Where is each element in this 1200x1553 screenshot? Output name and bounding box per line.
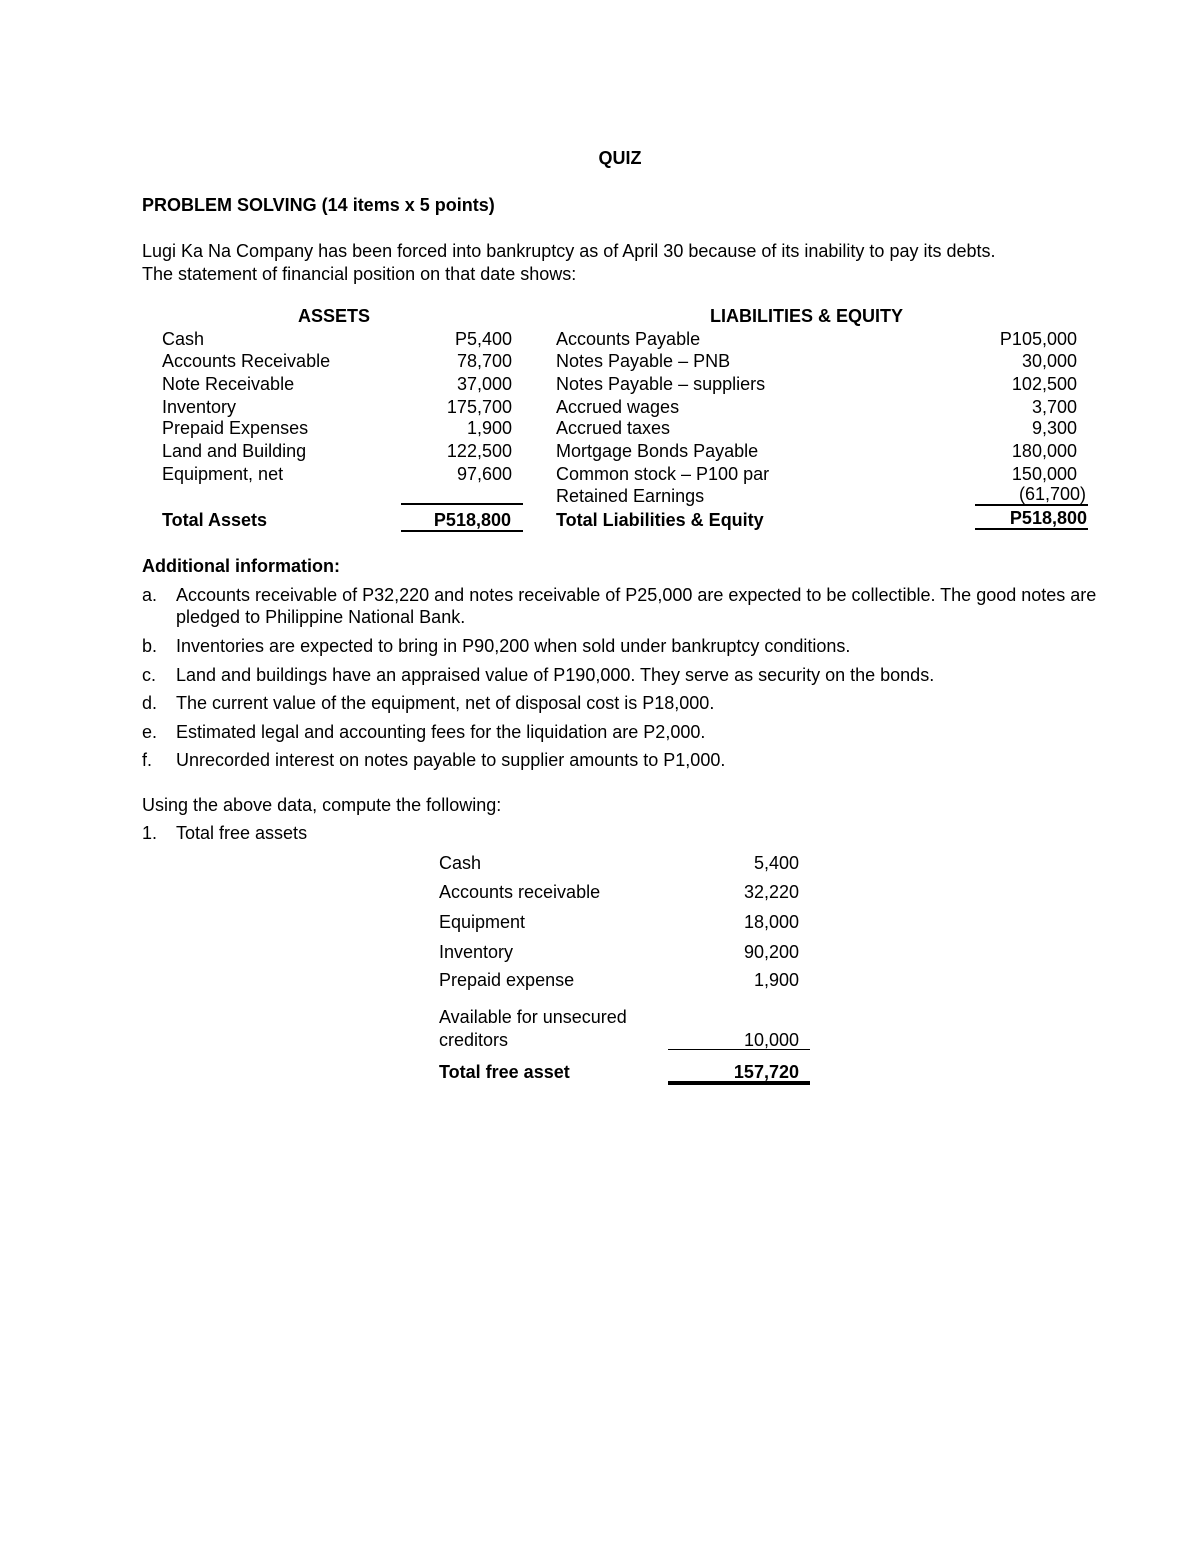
additional-item-letter: d. (142, 693, 158, 713)
liability-label: Accounts Payable (556, 329, 701, 349)
computation-label: Inventory (439, 942, 514, 962)
liability-label: Notes Payable – PNB (556, 351, 731, 371)
asset-label: Cash (162, 329, 205, 349)
page-title: QUIZ (598, 148, 642, 168)
available-label-line2: creditors (439, 1030, 509, 1050)
liability-value: 9,300 (1031, 418, 1077, 438)
subtotal-rule (668, 1049, 810, 1050)
assets-subtotal-rule (401, 503, 523, 505)
retained-earnings-amount: (61,700) (1018, 484, 1086, 504)
additional-item (142, 692, 1102, 714)
additional-item (142, 584, 1102, 630)
additional-item (142, 664, 1102, 686)
additional-item-text: Accounts receivable of P32,220 and notes receivable of P25,000 are expected to be collectible. The good notes are pledged to Philippine National Bank. (176, 585, 1097, 627)
liability-value: 150,000 (1011, 464, 1077, 484)
question-text: Total free assets (176, 823, 308, 843)
additional-item-text: Inventories are expected to bring in P90,200 when sold under bankruptcy conditions. (176, 636, 851, 656)
computation-value: 90,200 (743, 942, 799, 962)
computation-label: Equipment (439, 912, 526, 932)
liability-label: Retained Earnings (556, 486, 705, 506)
asset-label: Note Receivable (162, 374, 295, 394)
intro-line-1: Lugi Ka Na Company has been forced into bankruptcy as of April 30 because of its inability to pay its debts. (142, 241, 996, 261)
compute-intro: Using the above data, compute the following: (142, 795, 502, 815)
total-assets-amount: P518,800 (401, 511, 523, 532)
additional-heading: Additional information: (142, 556, 340, 576)
computation-label: Cash (439, 853, 482, 873)
additional-item-letter: e. (142, 722, 158, 742)
liability-label: Accrued taxes (556, 418, 671, 438)
additional-item-text: Unrecorded interest on notes payable to supplier amounts to P1,000. (176, 750, 726, 770)
computation-value: 1,900 (753, 970, 799, 990)
total-liabilities-amount: P518,800 (1009, 508, 1087, 528)
intro-line-2: The statement of financial position on that date shows: (142, 264, 577, 284)
asset-value: 37,000 (456, 374, 512, 394)
liabilities-heading: LIABILITIES & EQUITY (710, 306, 904, 326)
liability-value: 102,500 (1011, 374, 1077, 394)
total-free-asset-label: Total free asset (439, 1062, 570, 1082)
additional-item (142, 721, 1102, 743)
asset-value: P5,400 (454, 329, 512, 349)
liability-label: Notes Payable – suppliers (556, 374, 766, 394)
total-assets-value (401, 509, 523, 532)
question-number: 1. (142, 823, 158, 843)
liability-value: 30,000 (1021, 351, 1077, 371)
liability-value: P105,000 (999, 329, 1077, 349)
total-liabilities-value (975, 509, 1088, 530)
asset-value: 97,600 (456, 464, 512, 484)
additional-item-text: Land and buildings have an appraised value of P190,000. They serve as security on the bonds. (176, 665, 935, 685)
additional-item-text: Estimated legal and accounting fees for the liquidation are P2,000. (176, 722, 706, 742)
computation-value: 18,000 (743, 912, 799, 932)
computation-value: 5,400 (753, 853, 799, 873)
total-free-asset-value: 157,720 (733, 1062, 799, 1082)
assets-heading: ASSETS (298, 306, 371, 326)
liability-value (975, 485, 1088, 506)
asset-label: Land and Building (162, 441, 307, 461)
liability-label: Accrued wages (556, 397, 680, 417)
additional-item (142, 635, 1102, 657)
additional-item (142, 749, 1102, 771)
available-value: 10,000 (743, 1030, 799, 1050)
asset-label: Inventory (162, 397, 237, 417)
total-assets-label: Total Assets (162, 510, 268, 530)
total-liabilities-label: Total Liabilities & Equity (556, 510, 764, 530)
asset-label: Prepaid Expenses (162, 418, 309, 438)
additional-item-letter: c. (142, 665, 157, 685)
asset-label: Equipment, net (162, 464, 284, 484)
additional-item-letter: b. (142, 636, 158, 656)
total-rule (668, 1081, 810, 1085)
additional-item-letter: a. (142, 585, 158, 605)
computation-value: 32,220 (743, 882, 799, 902)
available-label-line1: Available for unsecured (439, 1007, 627, 1027)
computation-label: Prepaid expense (439, 970, 575, 990)
additional-item-letter: f. (142, 750, 153, 770)
liability-value: 180,000 (1011, 441, 1077, 461)
section-heading: PROBLEM SOLVING (14 items x 5 points) (142, 195, 495, 215)
liability-label: Common stock – P100 par (556, 464, 770, 484)
asset-value: 78,700 (456, 351, 512, 371)
additional-item-text: The current value of the equipment, net of disposal cost is P18,000. (176, 693, 715, 713)
asset-value: 175,700 (446, 397, 512, 417)
asset-value: 122,500 (446, 441, 512, 461)
asset-value: 1,900 (466, 418, 512, 438)
asset-label: Accounts Receivable (162, 351, 331, 371)
liability-label: Mortgage Bonds Payable (556, 441, 759, 461)
liability-value: 3,700 (1031, 397, 1077, 417)
computation-label: Accounts receivable (439, 882, 601, 902)
